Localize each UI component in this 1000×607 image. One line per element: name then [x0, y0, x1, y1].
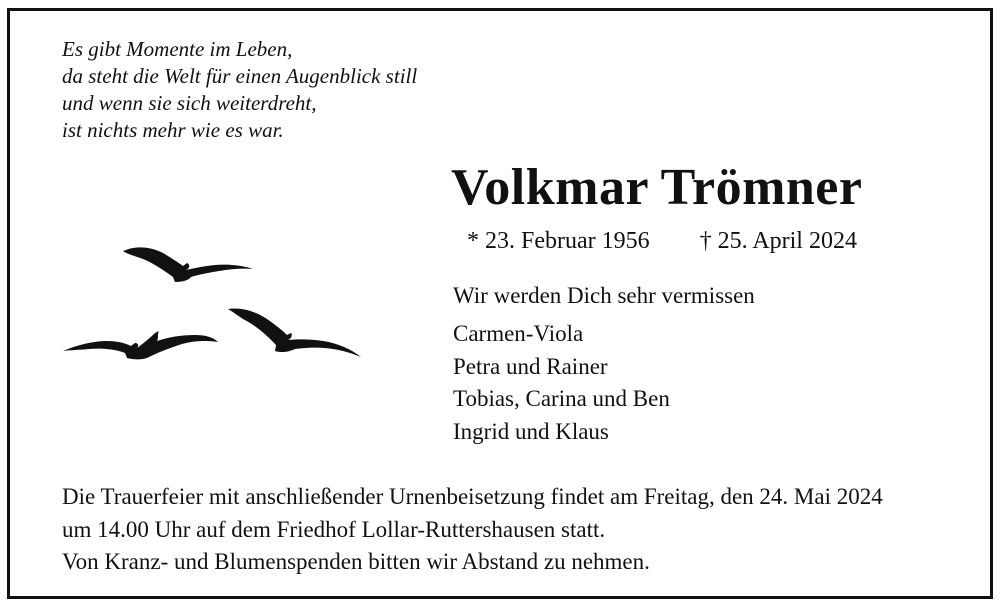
life-dates — [467, 228, 857, 255]
farewell-message: Wir werden Dich sehr vermissen — [453, 283, 755, 308]
poem-line: ist nichts mehr wie es war. — [62, 118, 284, 142]
bird-icon — [123, 247, 253, 282]
deceased-name: Volkmar Trömner — [451, 159, 863, 216]
flying-birds-illustration — [55, 235, 375, 370]
poem — [62, 36, 417, 144]
bird-icon — [228, 308, 361, 357]
poem-line: Es gibt Momente im Leben, — [62, 37, 293, 61]
poem-line: da steht die Welt für einen Augenblick still — [62, 64, 418, 88]
poem-line: und wenn sie sich weiterdreht, — [62, 91, 317, 115]
family-member: Ingrid und Klaus — [453, 418, 609, 444]
birth-date: * 23. Februar 1956 — [467, 228, 650, 254]
bird-icon — [63, 331, 218, 359]
funeral-notice — [62, 481, 883, 579]
family-member: Tobias, Carina und Ben — [453, 386, 670, 411]
funeral-line: Von Kranz- und Blumenspenden bitten wir Abstand zu nehmen. — [62, 549, 650, 574]
funeral-line: um 14.00 Uhr auf dem Friedhof Lollar-Ruttershausen statt. — [62, 516, 606, 542]
death-date: † 25. April 2024 — [699, 228, 857, 254]
family-member: Carmen-Viola — [453, 321, 584, 346]
family-list — [453, 318, 670, 448]
family-member: Petra und Rainer — [453, 353, 608, 379]
funeral-line: Die Trauerfeier mit anschließender Urnenbeisetzung findet am Freitag, den 24. Mai 2024 — [62, 484, 883, 509]
